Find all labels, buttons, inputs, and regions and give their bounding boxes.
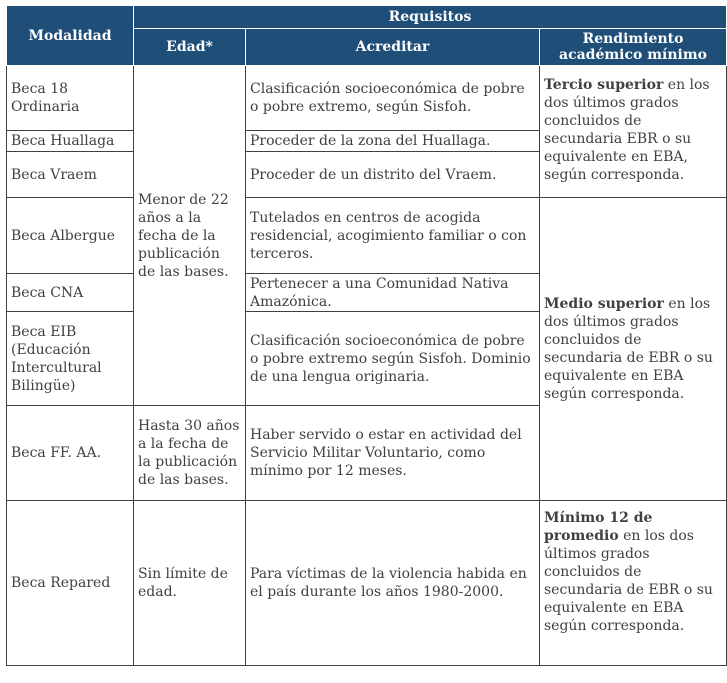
cell-edad: Sin límite de edad. (134, 501, 246, 666)
rendimiento-text: en los dos últimos grados concluidos de secundaria de EBR o su equivalente en EBA según corresponda. (544, 528, 713, 634)
cell-modalidad: Beca FF. AA. (7, 406, 134, 501)
cell-rendimiento (540, 501, 727, 666)
cell-acreditar: Para víctimas de la violencia habida en el país durante los años 1980-2000. (246, 501, 540, 666)
cell-rendimiento (540, 66, 727, 198)
cell-modalidad: Beca Huallaga (7, 131, 134, 152)
cell-acreditar: Tutelados en centros de acogida residencial, acogimiento familiar o con terceros. (246, 198, 540, 274)
requisitos-table (6, 5, 727, 666)
cell-modalidad: Beca EIB (Educación Intercultural Bilingüe) (7, 312, 134, 406)
rendimiento-bold: Medio superior (544, 296, 664, 312)
header-requisitos: Requisitos (134, 6, 727, 29)
rendimiento-bold: Mínimo 12 de promedio (544, 510, 653, 544)
cell-modalidad: Beca 18 Ordinaria (7, 66, 134, 131)
cell-rendimiento (540, 198, 727, 501)
table-row (7, 501, 727, 666)
header-rendimiento: Rendimiento académico mínimo (540, 29, 727, 66)
cell-modalidad: Beca Albergue (7, 198, 134, 274)
cell-modalidad: Beca Repared (7, 501, 134, 666)
cell-edad: Menor de 22 años a la fecha de la publicación de las bases. (134, 66, 246, 406)
table-row (7, 66, 727, 131)
header-edad: Edad* (134, 29, 246, 66)
cell-modalidad: Beca CNA (7, 274, 134, 312)
header-acreditar: Acreditar (246, 29, 540, 66)
rendimiento-bold: Tercio superior (544, 77, 664, 93)
rendimiento-text: en los dos últimos grados concluidos de secundaria de EBR o su equivalente en EBA según corresponda. (544, 296, 713, 402)
header-modalidad: Modalidad (7, 6, 134, 66)
cell-acreditar: Pertenecer a una Comunidad Nativa Amazónica. (246, 274, 540, 312)
cell-acreditar: Clasificación socioeconómica de pobre o pobre extremo según Sisfoh. Dominio de una lengua originaria. (246, 312, 540, 406)
cell-acreditar: Clasificación socioeconómica de pobre o pobre extremo, según Sisfoh. (246, 66, 540, 131)
cell-edad: Hasta 30 años a la fecha de la publicación de las bases. (134, 406, 246, 501)
cell-modalidad: Beca Vraem (7, 152, 134, 198)
rendimiento-text: en los dos últimos grados concluidos de secundaria EBR o su equivalente en EBA, según corresponda. (544, 77, 710, 183)
cell-acreditar: Haber servido o estar en actividad del Servicio Militar Voluntario, como mínimo por 12 meses. (246, 406, 540, 501)
cell-acreditar: Proceder de la zona del Huallaga. (246, 131, 540, 152)
cell-acreditar: Proceder de un distrito del Vraem. (246, 152, 540, 198)
table-row (7, 198, 727, 274)
